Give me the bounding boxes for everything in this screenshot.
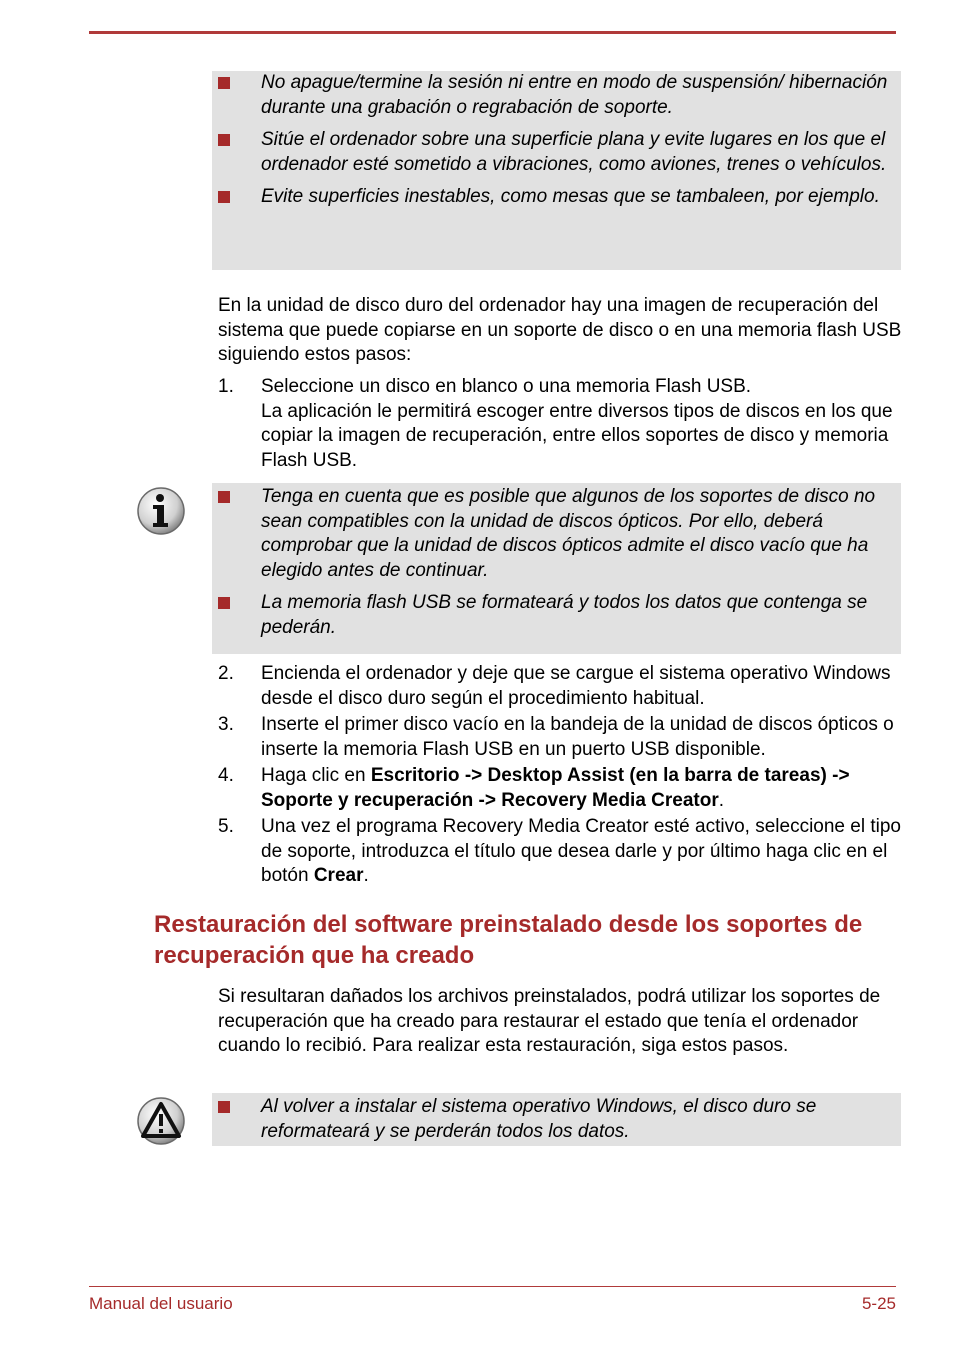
note-item xyxy=(212,591,897,640)
note-text: La memoria flash USB se formateará y todos los datos que contenga se pederán. xyxy=(261,592,868,638)
section-heading: Restauración del software preinstalado desde los soportes de recuperación que ha creado xyxy=(154,911,863,969)
header-rule xyxy=(89,31,896,34)
note-item xyxy=(212,71,897,120)
note-item xyxy=(212,1095,897,1144)
step-5 xyxy=(218,815,908,889)
step-text-post: . xyxy=(718,789,725,811)
note-text: Evite superficies inestables, como mesas que se tambaleen, por ejemplo. xyxy=(261,186,880,207)
page-number: 5-25 xyxy=(861,1294,896,1313)
note-item xyxy=(212,185,897,210)
step-number: 5. xyxy=(218,816,234,837)
menu-path: Escritorio -> Desktop Assist (en la barra de tareas) -> Soporte y recuperación -> Recovery Media Creator xyxy=(261,765,850,811)
bullet-square-icon xyxy=(218,191,230,203)
footer-rule xyxy=(89,1286,896,1287)
step-text-post: . xyxy=(363,865,369,886)
bullet-square-icon xyxy=(218,597,230,609)
step-number: 4. xyxy=(218,765,234,786)
step-text: Seleccione un disco en blanco o una memoria Flash USB. xyxy=(261,376,752,397)
step-number: 1. xyxy=(218,376,234,397)
note-box-warning xyxy=(212,1093,901,1146)
step-4 xyxy=(218,764,908,813)
note-text: Tenga en cuenta que es posible que algunos de los soportes de disco no sean compatibles con la unidad de discos ópticos. Por ello, deberá comprobar que la unidad de discos ópticos admite el disco vacío que ha elegido antes de continuar. xyxy=(261,486,876,581)
bullet-square-icon xyxy=(218,77,230,89)
step-text: Encienda el ordenador y deje que se cargue el sistema operativo Windows desde el disco duro según el procedimiento habitual. xyxy=(261,663,891,709)
note-item xyxy=(212,485,897,583)
footer-title: Manual del usuario xyxy=(89,1294,233,1313)
note-item xyxy=(212,128,897,177)
info-icon xyxy=(136,486,186,536)
step-text xyxy=(261,764,908,813)
warning-icon xyxy=(136,1096,186,1146)
intro-paragraph: En la unidad de disco duro del ordenador hay una imagen de recuperación del sistema que puede copiarse en un soporte de disco o en una memoria flash USB siguiendo estos pasos: xyxy=(218,295,902,365)
note-box-info xyxy=(212,483,901,654)
note-text: No apague/termine la sesión ni entre en modo de suspensión/ hibernación durante una grabación o regrabación de soporte. xyxy=(261,72,888,118)
step-3 xyxy=(218,713,908,762)
step-detail: La aplicación le permitirá escoger entre diversos tipos de discos en los que copiar la imagen de recuperación, entre ellos soportes de disco y memoria Flash USB. xyxy=(261,400,893,471)
bullet-square-icon xyxy=(218,1101,230,1113)
bullet-square-icon xyxy=(218,134,230,146)
button-name: Crear xyxy=(313,865,364,886)
step-text: Inserte el primer disco vacío en la bandeja de la unidad de discos ópticos o inserte la memoria Flash USB en un puerto USB disponible. xyxy=(261,714,894,760)
restore-paragraph: Si resultaran dañados los archivos preinstalados, podrá utilizar los soportes de recuperación que ha creado para restaurar el estado que tenía el ordenador cuando lo recibió. Para realizar esta restauración, siga estos pasos. xyxy=(218,986,881,1056)
note-text: Sitúe el ordenador sobre una superficie plana y evite lugares en los que el ordenador esté sometido a vibraciones, como aviones, trenes o vehículos. xyxy=(261,129,887,175)
note-text: Al volver a instalar el sistema operativo Windows, el disco duro se reformateará y se perderán todos los datos. xyxy=(261,1096,817,1142)
step-number: 2. xyxy=(218,663,234,684)
step-text xyxy=(261,815,908,889)
step-1 xyxy=(218,375,908,473)
bullet-square-icon xyxy=(218,491,230,503)
step-text-pre: Haga clic en xyxy=(261,765,371,786)
step-text-pre: Una vez el programa Recovery Media Creator esté activo, seleccione el tipo de soporte, introduzca el título que desea darle y por último haga clic en el botón xyxy=(261,816,901,886)
step-number: 3. xyxy=(218,714,234,735)
note-box-caution xyxy=(212,71,901,270)
step-2 xyxy=(218,662,908,711)
